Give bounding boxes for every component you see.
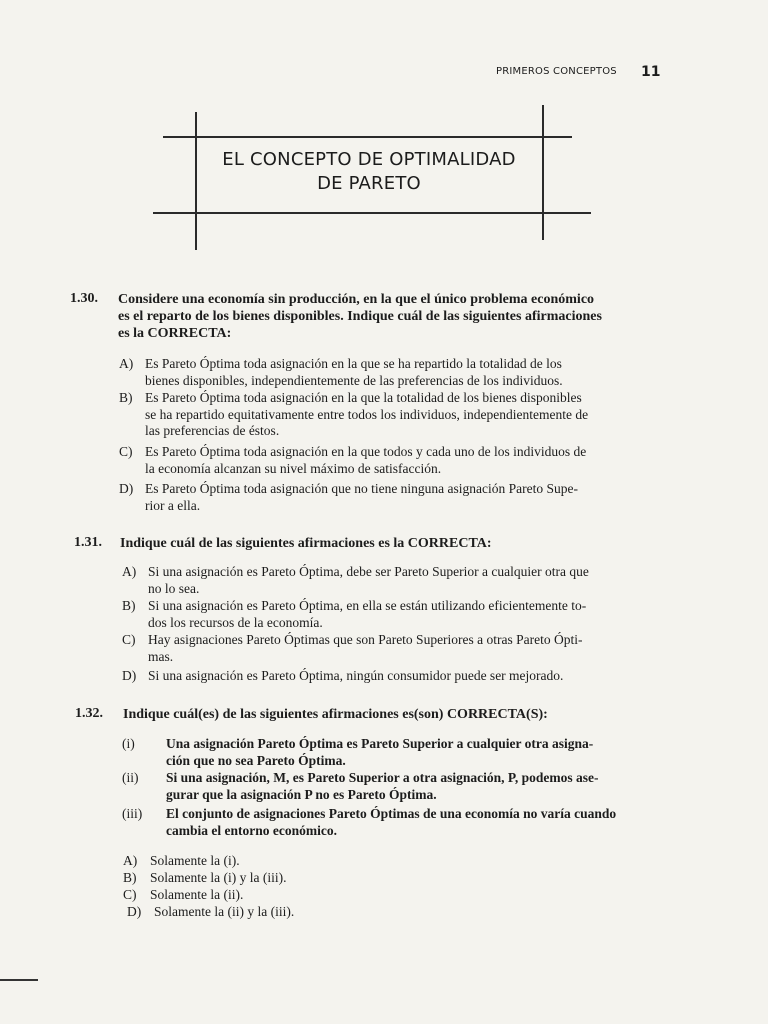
statement-label: (i) [122, 736, 135, 751]
option-label: C) [119, 444, 133, 459]
question-stem-line: Indique cuál de las siguientes afirmaciones es la CORRECTA: [120, 536, 492, 551]
option-text: Solamente la (ii) y la (iii). [154, 904, 295, 919]
option-text-line: no lo sea. [148, 580, 200, 596]
question-stem-line: Indique cuál(es) de las siguientes afirmaciones es(son) CORRECTA(S): [123, 707, 548, 722]
option-label: D) [119, 481, 134, 496]
option-text-line: rior a ella. [145, 497, 201, 513]
statement-label: (ii) [122, 770, 139, 785]
question-number: 1.32. [75, 706, 103, 721]
statement-text-line: gurar que la asignación P no es Pareto Óptima. [166, 787, 437, 802]
option-label: A) [123, 853, 138, 868]
question-number: 1.30. [70, 291, 98, 306]
question-number: 1.31. [74, 535, 102, 550]
option-text-line: Si una asignación es Pareto Óptima, debe ser Pareto Superior a cualquier otra que [148, 564, 589, 579]
option-text-line: las preferencias de éstos. [145, 423, 280, 439]
option-text-line: bienes disponibles, independientemente de las preferencias de los individuos. [145, 372, 563, 388]
option-text-line: Hay asignaciones Pareto Óptimas que son Pareto Superiores a otras Pareto Ópti- [148, 632, 583, 647]
margin-rule [0, 979, 38, 981]
option-label: C) [123, 887, 137, 902]
statement-text-line: Si una asignación, M, es Pareto Superior a otra asignación, P, podemos ase- [166, 770, 599, 785]
running-head: PRIMEROS CONCEPTOS [496, 66, 617, 77]
option-text: Solamente la (i) y la (iii). [150, 870, 287, 885]
option-label: A) [119, 356, 134, 371]
box-bottom-rule [153, 212, 591, 214]
option-text-line: Es Pareto Óptima toda asignación que no tiene ninguna asignación Pareto Supe- [145, 481, 579, 496]
option-label: D) [127, 904, 142, 919]
statement-text-line: Una asignación Pareto Óptima es Pareto Superior a cualquier otra asigna- [166, 736, 594, 751]
statement-text-line: El conjunto de asignaciones Pareto Óptimas de una economía no varía cuando [166, 806, 617, 821]
option-text-line: Es Pareto Óptima toda asignación en la que la totalidad de los bienes disponibles [145, 390, 582, 405]
option-label: A) [122, 564, 137, 579]
section-title-line-2: DE PARETO [317, 173, 421, 194]
option-text-line: mas. [148, 648, 174, 664]
option-label: D) [122, 668, 137, 683]
statement-label: (iii) [122, 806, 143, 821]
answer-option [123, 852, 240, 869]
option-text-line: Es Pareto Óptima toda asignación en la que se ha repartido la totalidad de los [145, 356, 562, 371]
option-text: Solamente la (ii). [150, 887, 244, 902]
question-stem [120, 535, 640, 552]
question-stem [123, 706, 643, 723]
answer-option [127, 903, 294, 920]
option-text-line: se ha repartido equitativamente entre todos los individuos, independientemente de [145, 406, 589, 422]
question-stem [118, 291, 638, 342]
option-text: Solamente la (i). [150, 853, 240, 868]
option-label: C) [122, 632, 136, 647]
option-label: B) [123, 870, 137, 885]
statement-text-line: ción que no sea Pareto Óptima. [166, 753, 346, 768]
box-right-rule [542, 105, 544, 240]
option-text-line: dos los recursos de la economía. [148, 614, 323, 630]
question-stem-line: es el reparto de los bienes disponibles. Indique cuál de las siguientes afirmaciones [118, 309, 602, 324]
option-label: B) [122, 598, 136, 613]
option-text-line: la economía alcanzan su nivel máximo de satisfacción. [145, 460, 442, 476]
option-label: B) [119, 390, 133, 405]
question-stem-line: es la CORRECTA: [118, 326, 232, 341]
option-text-line: Si una asignación es Pareto Óptima, ningún consumidor puede ser mejorado. [148, 668, 564, 683]
statement-text-line: cambia el entorno económico. [166, 823, 337, 838]
section-title-line-1: EL CONCEPTO DE OPTIMALIDAD [222, 149, 516, 170]
box-top-rule [163, 136, 572, 138]
page-number: 11 [641, 64, 661, 80]
question-stem-line: Considere una economía sin producción, en la que el único problema económico [118, 292, 595, 307]
answer-option [123, 869, 286, 886]
option-text-line: Es Pareto Óptima toda asignación en la que todos y cada uno de los individuos de [145, 444, 587, 459]
answer-option [123, 886, 243, 903]
option-text-line: Si una asignación es Pareto Óptima, en ella se están utilizando eficientemente to- [148, 598, 587, 613]
